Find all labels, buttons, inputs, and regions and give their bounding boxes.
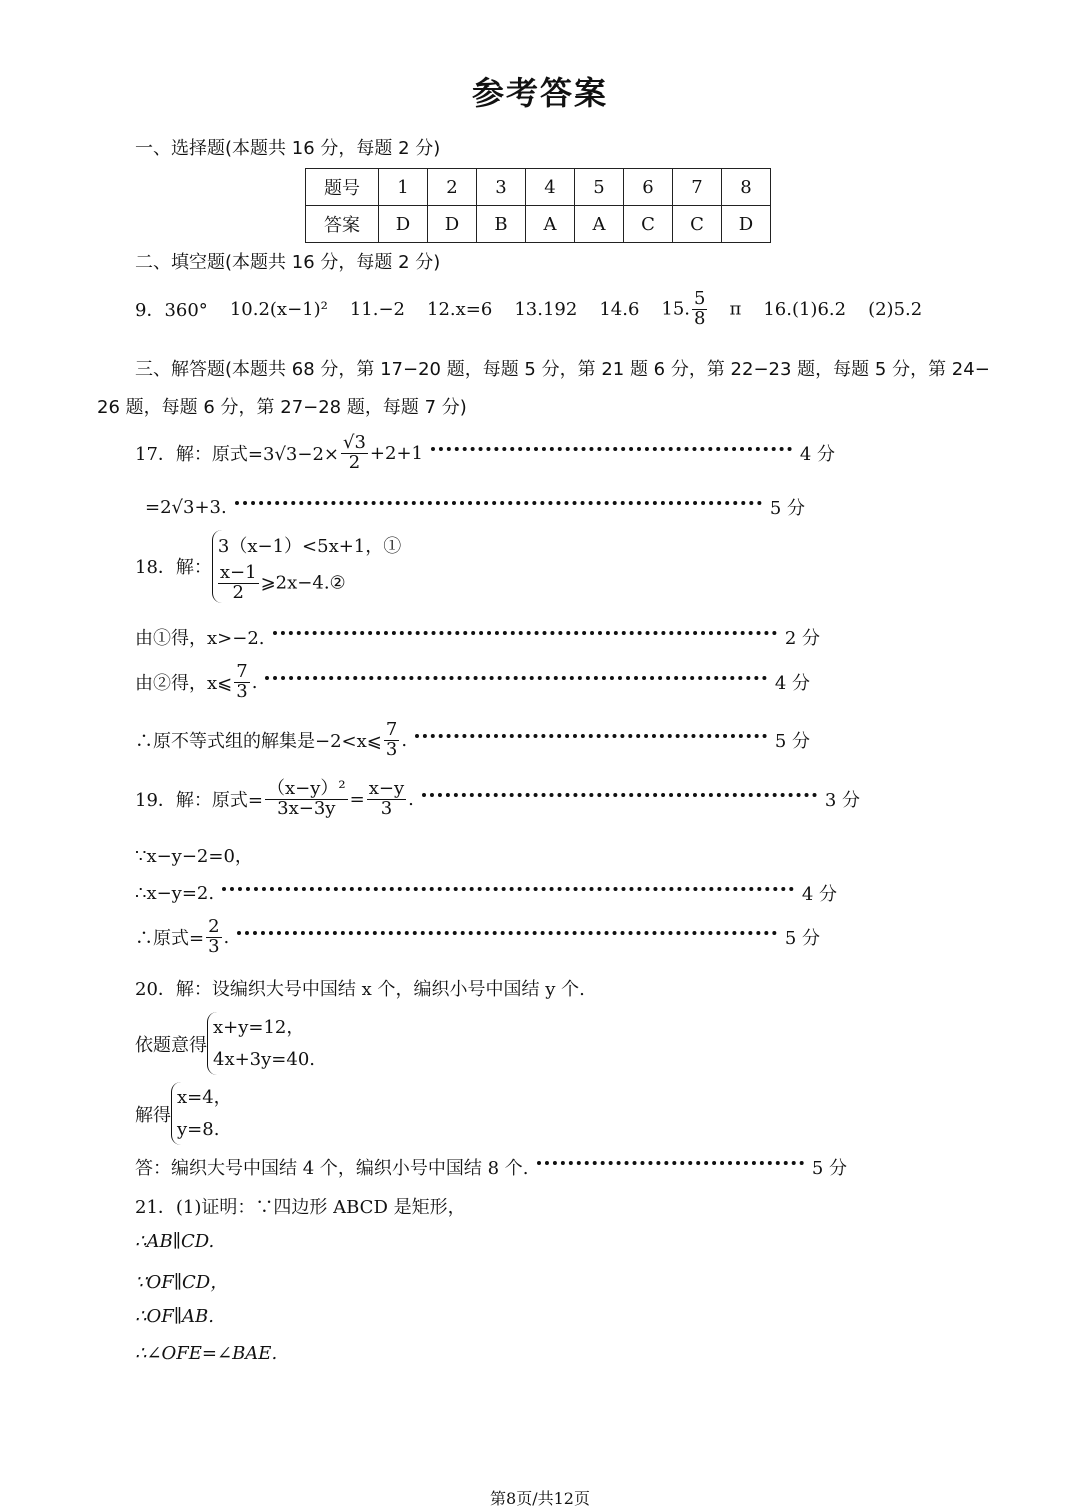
q17-frac-den: 2 [348, 451, 361, 473]
q18-eq2-den: 2 [232, 582, 244, 604]
q19-line4-b: . [223, 926, 230, 948]
question-number: 3 [477, 169, 526, 206]
q21-line3: ∵OF∥CD， [135, 1272, 229, 1293]
q21-line4: ∴OF∥AB. [135, 1306, 214, 1327]
q20-answer [135, 1154, 847, 1180]
leader-dots [222, 887, 794, 891]
answer-table-answer-row [306, 206, 771, 243]
answer-table [305, 168, 771, 243]
q21-line1: 21．(1)证明：∵四边形 ABCD 是矩形， [135, 1197, 466, 1218]
q21-line2: ∴AB∥CD. [135, 1231, 215, 1252]
q17-result: =2√3+3. [145, 496, 227, 518]
leader-dots [265, 676, 766, 680]
leader-dots [237, 931, 777, 935]
q19-f2-den: 3 [380, 797, 393, 819]
q19-line3-text: ∴x−y=2. [135, 882, 215, 904]
q20-system1 [135, 1012, 315, 1075]
q20-sys2-a: x=4， [177, 1087, 232, 1108]
score: 3 分 [824, 790, 860, 812]
fill-answers [135, 290, 944, 329]
q18-eq2-rest: ⩾2x−4.② [260, 572, 346, 594]
score: 4 分 [799, 444, 835, 466]
table-answer-label: 答案 [306, 206, 379, 243]
q20-sys1-a: x+y=12， [213, 1017, 305, 1038]
q19-line4-a: ∴原式= [135, 928, 205, 950]
answer-cell: D [379, 206, 428, 243]
q20-label2: 依题意得 [135, 1034, 207, 1056]
q18-step2 [135, 663, 810, 702]
q20-line1: 20．解：设编织大号中国结 x 个，编织小号中国结 y 个. [135, 979, 585, 1000]
leader-dots [415, 734, 767, 738]
q18-step3 [135, 721, 810, 760]
q18-eq1: 3（x−1）<5x+1，① [217, 536, 402, 557]
q19-line4-den: 3 [208, 935, 220, 957]
fill-item: 12.x=6 [427, 298, 493, 320]
q20-brace2 [171, 1082, 232, 1145]
q18-step2-a: 由②得，x⩽ [135, 673, 233, 695]
q18-step2-num: 7 [236, 661, 248, 682]
q18-step1 [135, 624, 820, 650]
answer-cell: A [526, 206, 575, 243]
page-footer: 第8页/共12页 [490, 1489, 590, 1508]
q19-line1 [135, 780, 860, 819]
q19-eq: = [349, 788, 365, 810]
section3-heading-line1: 三、解答题(本题共 68 分，第 17−20 题，每题 5 分，第 21 题 6 分，第 22−23 题，每题 5 分，第 24− [135, 359, 990, 380]
q18-label: 18．解： [135, 557, 212, 579]
q18-step3-num: 7 [385, 719, 398, 740]
leader-dots [235, 501, 762, 505]
answer-cell: A [575, 206, 624, 243]
q19-line2: ∵x−y−2=0， [135, 846, 253, 867]
leader-dots [431, 447, 792, 451]
question-number: 1 [379, 169, 428, 206]
q18-step3-a: ∴原不等式组的解集是−2<x⩽ [135, 731, 382, 753]
answer-cell: D [428, 206, 477, 243]
q19-line4-num: 2 [208, 916, 220, 937]
fill-item: 10.2(x−1)² [229, 298, 328, 320]
q19-line4 [135, 918, 820, 957]
fill-item-16: 16.(1)6.2 [763, 298, 847, 320]
fill-item-15 [661, 290, 741, 329]
q20-sys1-b: 4x+3y=40. [213, 1048, 316, 1070]
q20-sys2-b: y=8. [177, 1118, 220, 1140]
section1-heading: 一、选择题(本题共 16 分，每题 2 分) [135, 138, 441, 159]
answer-cell: D [722, 206, 771, 243]
question-number: 7 [673, 169, 722, 206]
item15-num: 5 [694, 288, 706, 309]
answer-cell: C [673, 206, 722, 243]
q18-step3-den: 3 [385, 738, 398, 760]
table-header-label: 题号 [306, 169, 379, 206]
q18-brace [212, 530, 401, 603]
question-number: 8 [722, 169, 771, 206]
q17-line2 [145, 494, 805, 520]
score: 5 分 [769, 498, 805, 519]
q18-system [135, 530, 401, 603]
section2-heading: 二、填空题(本题共 16 分，每题 2 分) [135, 252, 441, 273]
leader-dots [537, 1161, 804, 1165]
q20-label3: 解得 [135, 1104, 171, 1126]
q19-f1-num: （x−y）² [267, 778, 346, 799]
score: 4 分 [801, 884, 837, 905]
q19-f1-den: 3x−3y [277, 797, 336, 819]
question-number: 6 [624, 169, 673, 206]
q18-step2-den: 3 [236, 680, 248, 702]
q19-line3 [135, 880, 837, 906]
fill-item: 9．360° [135, 300, 208, 322]
q18-step3-b: . [401, 729, 408, 751]
question-number: 4 [526, 169, 575, 206]
fill-item: 11.−2 [349, 298, 406, 320]
item15-den: 8 [694, 307, 706, 329]
q19-expr-b: . [408, 788, 414, 810]
q19-f2-num: x−y [368, 778, 405, 799]
q20-answer-text: 答：编织大号中国结 4 个，编织小号中国结 8 个. [135, 1158, 529, 1179]
fill-item: 13.192 [514, 298, 578, 320]
q20-system2 [135, 1082, 232, 1145]
q17-expr-a: 17．解：原式=3√3−2× [135, 444, 339, 466]
page-title: 参考答案 [471, 74, 608, 112]
q17-frac-num: √3 [342, 432, 366, 453]
item15-suffix: π [729, 298, 742, 320]
score: 5 分 [774, 731, 810, 753]
score: 4 分 [774, 673, 810, 695]
leader-dots [422, 793, 817, 797]
answer-table-number-row [306, 169, 771, 206]
q21-line5: ∴∠OFE=∠BAE. [135, 1343, 278, 1364]
leader-dots [273, 631, 777, 635]
item15-prefix: 15. [661, 298, 691, 320]
score: 5 分 [811, 1158, 847, 1179]
question-number: 2 [428, 169, 477, 206]
q18-step1-text: 由①得，x>−2. [135, 628, 265, 649]
fill-item-16b: (2)5.2 [868, 298, 923, 320]
score: 2 分 [784, 628, 820, 649]
q19-expr-a: 19．解：原式= [135, 790, 263, 812]
answer-cell: C [624, 206, 673, 243]
q17-line1 [135, 434, 835, 473]
section3-heading-line2: 26 题，每题 6 分，第 27−28 题，每题 7 分) [97, 397, 467, 418]
q17-expr-b: +2+1 [369, 442, 423, 464]
fill-item: 14.6 [599, 298, 640, 320]
q20-brace1 [207, 1012, 315, 1075]
q18-step2-b: . [251, 671, 258, 693]
q18-eq2-num: x−1 [219, 562, 257, 584]
question-number: 5 [575, 169, 624, 206]
answer-cell: B [477, 206, 526, 243]
score: 5 分 [784, 928, 820, 950]
